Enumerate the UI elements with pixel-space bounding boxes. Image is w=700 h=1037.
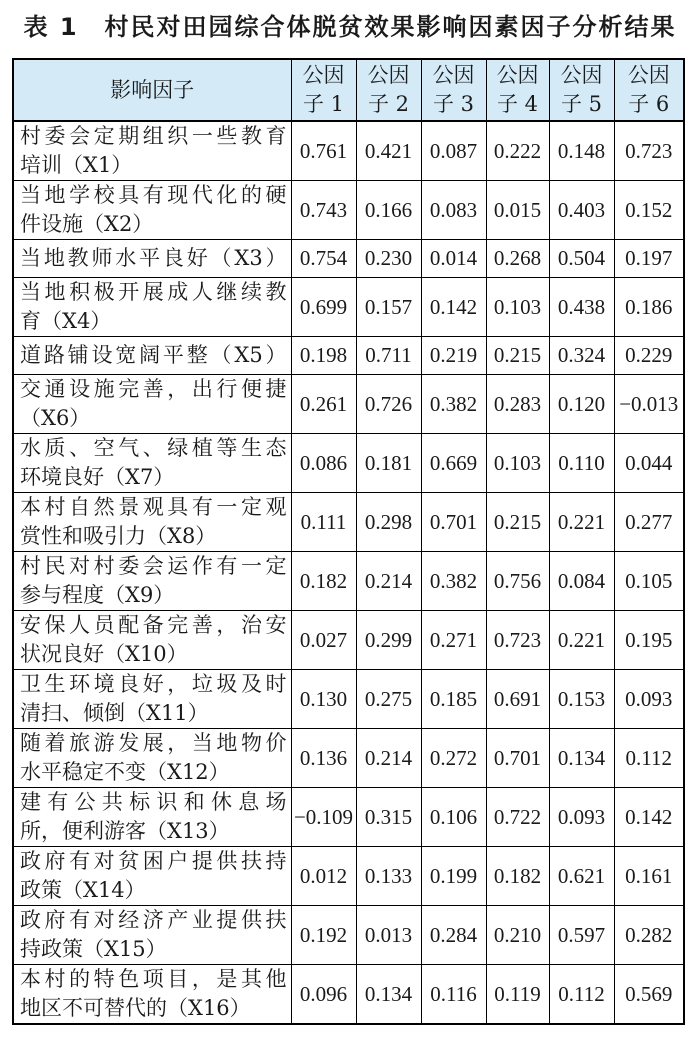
loading-factor-3: 0.014 (421, 240, 486, 278)
factor-label-line: 当地教师水平良好（X3） (20, 246, 287, 270)
loading-factor-5: 0.403 (549, 181, 614, 240)
table-row (13, 965, 684, 1025)
factor-label-line: 清扫、倾倒（X11） (20, 701, 209, 725)
factor-label-cell (13, 965, 291, 1025)
loading-factor-4: 0.691 (486, 670, 549, 729)
factor-label-line: 所，便利游客（X13） (20, 819, 230, 843)
loading-factor-1: 0.027 (291, 611, 356, 670)
loading-factor-1: 0.743 (291, 181, 356, 240)
loading-factor-6: 0.093 (614, 670, 684, 729)
loading-factor-3: 0.199 (421, 847, 486, 906)
loading-factor-1: 0.754 (291, 240, 356, 278)
loading-factor-2: 0.214 (356, 729, 421, 788)
header-label-line: 子 1 (302, 92, 345, 116)
loading-factor-4: 0.215 (486, 337, 549, 375)
table-row (13, 670, 684, 729)
factor-label-line: 参与程度（X9） (20, 583, 175, 607)
header-factor-6 (614, 59, 684, 121)
loading-factor-6: 0.105 (614, 552, 684, 611)
factor-label-cell (13, 278, 291, 337)
factor-label-line: 水平稳定不变（X12） (20, 760, 230, 784)
factor-label-line: 卫生环境良好，垃圾及时 (20, 672, 287, 696)
loading-factor-3: 0.382 (421, 552, 486, 611)
loading-factor-2: 0.299 (356, 611, 421, 670)
factor-label-cell (13, 847, 291, 906)
factor-label-line: 政府有对经济产业提供扶 (20, 908, 287, 932)
table-row (13, 729, 684, 788)
loading-factor-4: 0.119 (486, 965, 549, 1025)
factor-label-line: 交通设施完善，出行便捷 (20, 377, 287, 401)
loading-factor-5: 0.084 (549, 552, 614, 611)
header-label-line: 公因 (496, 63, 539, 87)
loading-factor-6: 0.277 (614, 493, 684, 552)
loading-factor-3: 0.142 (421, 278, 486, 337)
loading-factor-5: 0.597 (549, 906, 614, 965)
factor-label-line: 育（X4） (20, 309, 112, 333)
loading-factor-1: 0.111 (291, 493, 356, 552)
table-header (13, 59, 684, 121)
loading-factor-1: −0.109 (291, 788, 356, 847)
factor-label-line: 本村的特色项目，是其他 (20, 967, 287, 991)
factor-label-cell (13, 493, 291, 552)
table-row (13, 434, 684, 493)
loading-factor-6: 0.282 (614, 906, 684, 965)
loading-factor-4: 0.701 (486, 729, 549, 788)
loading-factor-2: 0.157 (356, 278, 421, 337)
loading-factor-4: 0.182 (486, 847, 549, 906)
loading-factor-1: 0.182 (291, 552, 356, 611)
loading-factor-6: 0.229 (614, 337, 684, 375)
header-label-line: 公因 (627, 63, 670, 87)
header-factor-label: 影响因子 (110, 77, 195, 102)
factor-label-line: 状况良好（X10） (20, 642, 188, 666)
header-label-line: 子 6 (628, 92, 670, 116)
loading-factor-5: 0.120 (549, 375, 614, 434)
loading-factor-3: 0.701 (421, 493, 486, 552)
loading-factor-2: 0.214 (356, 552, 421, 611)
loading-factor-6: 0.723 (614, 121, 684, 181)
header-label-line: 子 5 (560, 92, 603, 116)
loading-factor-2: 0.013 (356, 906, 421, 965)
loading-factor-3: 0.185 (421, 670, 486, 729)
header-factor-3 (421, 59, 486, 121)
table-row (13, 552, 684, 611)
header-label-line: 公因 (367, 63, 410, 87)
loading-factor-3: 0.271 (421, 611, 486, 670)
factor-label-line: 当地学校具有现代化的硬 (20, 183, 287, 207)
factor-analysis-table (12, 58, 685, 1025)
loading-factor-2: 0.275 (356, 670, 421, 729)
loading-factor-5: 0.112 (549, 965, 614, 1025)
table-row (13, 611, 684, 670)
loading-factor-3: 0.106 (421, 788, 486, 847)
header-label-line: 公因 (432, 63, 475, 87)
loading-factor-1: 0.198 (291, 337, 356, 375)
factor-label-cell (13, 611, 291, 670)
factor-label-cell (13, 337, 291, 375)
factor-label-cell (13, 121, 291, 181)
loading-factor-6: 0.142 (614, 788, 684, 847)
loading-factor-5: 0.504 (549, 240, 614, 278)
loading-factor-4: 0.283 (486, 375, 549, 434)
table-row (13, 121, 684, 181)
loading-factor-5: 0.110 (549, 434, 614, 493)
table-row (13, 788, 684, 847)
table-row (13, 906, 684, 965)
loading-factor-1: 0.012 (291, 847, 356, 906)
loading-factor-2: 0.298 (356, 493, 421, 552)
loading-factor-6: 0.152 (614, 181, 684, 240)
loading-factor-4: 0.722 (486, 788, 549, 847)
loading-factor-2: 0.133 (356, 847, 421, 906)
header-factor-2 (356, 59, 421, 121)
factor-label-cell (13, 240, 291, 278)
loading-factor-4: 0.756 (486, 552, 549, 611)
loading-factor-2: 0.711 (356, 337, 421, 375)
factor-label-line: 村委会定期组织一些教育 (20, 124, 287, 148)
loading-factor-5: 0.153 (549, 670, 614, 729)
loading-factor-1: 0.130 (291, 670, 356, 729)
table-title: 表 1 村民对田园综合体脱贫效果影响因素因子分析结果 (23, 13, 677, 41)
factor-label-line: 赏性和吸引力（X8） (20, 524, 217, 548)
loading-factor-6: 0.186 (614, 278, 684, 337)
loading-factor-1: 0.192 (291, 906, 356, 965)
factor-label-line: 地区不可替代的（X16） (20, 996, 251, 1020)
factor-label-line: 水质、空气、绿植等生态 (20, 436, 287, 460)
loading-factor-3: 0.219 (421, 337, 486, 375)
loading-factor-2: 0.134 (356, 965, 421, 1025)
table-row (13, 181, 684, 240)
loading-factor-4: 0.103 (486, 278, 549, 337)
factor-label-line: 培训（X1） (20, 153, 133, 177)
loading-factor-6: 0.112 (614, 729, 684, 788)
header-label-line: 子 2 (367, 92, 410, 116)
loading-factor-5: 0.148 (549, 121, 614, 181)
loading-factor-3: 0.116 (421, 965, 486, 1025)
loading-factor-5: 0.134 (549, 729, 614, 788)
header-label-line: 子 3 (432, 92, 475, 116)
header-factor-4 (486, 59, 549, 121)
factor-label-cell (13, 729, 291, 788)
loading-factor-3: 0.284 (421, 906, 486, 965)
loading-factor-6: 0.197 (614, 240, 684, 278)
factor-label-cell (13, 670, 291, 729)
loading-factor-2: 0.181 (356, 434, 421, 493)
loading-factor-6: 0.195 (614, 611, 684, 670)
factor-label-line: 持政策（X15） (20, 937, 167, 961)
factor-label-line: 安保人员配备完善，治安 (20, 613, 287, 637)
loading-factor-5: 0.221 (549, 611, 614, 670)
factor-label-cell (13, 552, 291, 611)
factor-label-cell (13, 906, 291, 965)
factor-label-cell (13, 181, 291, 240)
loading-factor-6: 0.161 (614, 847, 684, 906)
loading-factor-4: 0.015 (486, 181, 549, 240)
loading-factor-1: 0.761 (291, 121, 356, 181)
header-row (13, 59, 684, 121)
table-row (13, 278, 684, 337)
header-label-line: 子 4 (496, 92, 539, 116)
factor-label-line: 本村自然景观具有一定观 (20, 495, 287, 519)
factor-label-line: 道路铺设宽阔平整（X5） (20, 343, 287, 367)
loading-factor-4: 0.210 (486, 906, 549, 965)
loading-factor-2: 0.166 (356, 181, 421, 240)
factor-label-line: 建有公共标识和休息场 (20, 790, 287, 814)
factor-label-cell (13, 788, 291, 847)
loading-factor-2: 0.726 (356, 375, 421, 434)
loading-factor-1: 0.136 (291, 729, 356, 788)
factor-label-line: 环境良好（X7） (20, 465, 175, 489)
loading-factor-3: 0.087 (421, 121, 486, 181)
header-factor-1 (291, 59, 356, 121)
loading-factor-5: 0.621 (549, 847, 614, 906)
table-row (13, 847, 684, 906)
loading-factor-1: 0.261 (291, 375, 356, 434)
loading-factor-1: 0.086 (291, 434, 356, 493)
loading-factor-1: 0.096 (291, 965, 356, 1025)
factor-label-cell (13, 375, 291, 434)
loading-factor-5: 0.093 (549, 788, 614, 847)
table-row (13, 493, 684, 552)
loading-factor-3: 0.382 (421, 375, 486, 434)
header-label-line: 公因 (560, 63, 603, 87)
factor-label-line: （X6） (20, 406, 91, 430)
header-factor (13, 59, 291, 121)
loading-factor-4: 0.222 (486, 121, 549, 181)
loading-factor-4: 0.103 (486, 434, 549, 493)
table-row (13, 375, 684, 434)
loading-factor-5: 0.438 (549, 278, 614, 337)
loading-factor-3: 0.669 (421, 434, 486, 493)
loading-factor-5: 0.324 (549, 337, 614, 375)
loading-factor-6: −0.013 (614, 375, 684, 434)
table-row (13, 337, 684, 375)
loading-factor-6: 0.044 (614, 434, 684, 493)
loading-factor-2: 0.230 (356, 240, 421, 278)
factor-label-line: 随着旅游发展，当地物价 (20, 731, 287, 755)
factor-label-line: 村民对村委会运作有一定 (20, 554, 287, 578)
factor-label-line: 当地积极开展成人继续教 (20, 280, 287, 304)
loading-factor-5: 0.221 (549, 493, 614, 552)
loading-factor-4: 0.268 (486, 240, 549, 278)
loading-factor-1: 0.699 (291, 278, 356, 337)
loading-factor-6: 0.569 (614, 965, 684, 1025)
loading-factor-2: 0.315 (356, 788, 421, 847)
factor-label-line: 件设施（X2） (20, 212, 154, 236)
loading-factor-4: 0.215 (486, 493, 549, 552)
header-factor-5 (549, 59, 614, 121)
factor-label-cell (13, 434, 291, 493)
factor-label-line: 政策（X14） (20, 878, 146, 902)
loading-factor-4: 0.723 (486, 611, 549, 670)
table-row (13, 240, 684, 278)
loading-factor-3: 0.272 (421, 729, 486, 788)
factor-label-line: 政府有对贫困户提供扶持 (20, 849, 287, 873)
header-label-line: 公因 (302, 63, 345, 87)
loading-factor-3: 0.083 (421, 181, 486, 240)
factor-table-body (13, 121, 684, 1024)
loading-factor-2: 0.421 (356, 121, 421, 181)
